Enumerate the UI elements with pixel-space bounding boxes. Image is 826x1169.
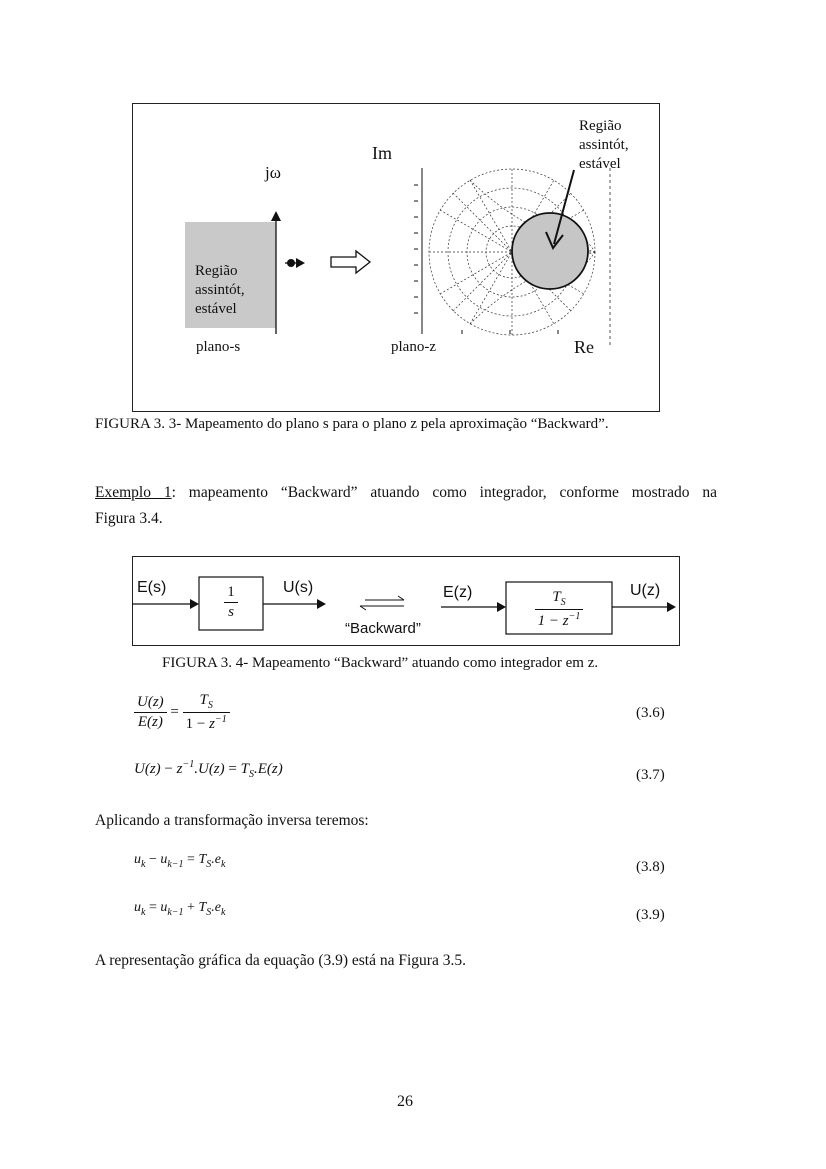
label-plane-s: plano-s [196, 339, 241, 355]
equation-3-6: $\frac{U(z)}{E(z)}$ = $\frac{T_S}{1 - z^{-1}}$ [134, 692, 230, 733]
block-s-transfer: $\frac{1}{s}$ [199, 584, 263, 621]
label-jw: jω [265, 163, 281, 182]
s-plane-real-arrowhead [296, 258, 305, 268]
label-im: Im [372, 143, 392, 163]
equation-3-8-number: (3.8) [636, 859, 665, 875]
equation-3-6-number: (3.6) [636, 705, 665, 721]
figure-3-3-drawing [0, 0, 826, 420]
equation-3-7-number: (3.7) [636, 767, 665, 783]
z-plane-region-label: Região assintót, estável [579, 118, 629, 172]
graphic-representation-text: A representação gráfica da equação (3.9) está na Figura 3.5. [95, 952, 466, 969]
signal-u-z: U(z) [630, 582, 661, 599]
equation-3-9: $u_k = u_{k-1} + T_S.e_k$ [134, 900, 226, 918]
equation-3-7: $U(z) - z^{-1}.U(z) = T_S.E(z)$ [134, 759, 283, 780]
figure-3-4-caption: FIGURA 3. 4- Mapeamento “Backward” atuando como integrador em z. [162, 655, 599, 671]
s-plane-axis-arrowhead [271, 211, 281, 221]
z-plane-stable-region [512, 213, 588, 289]
s-plane-region-label: Região assintót, estável [195, 263, 245, 317]
label-re: Re [574, 337, 594, 357]
example-paragraph [95, 480, 717, 532]
signal-u-s: U(s) [283, 579, 314, 596]
mapping-arrow [331, 251, 370, 273]
block-z-transfer: $\frac{T_S}{1 - z^{-1}}$ [506, 589, 612, 630]
signal-e-z: E(z) [443, 584, 473, 601]
equation-3-8: $u_k - u_{k-1} = T_S.e_k$ [134, 852, 226, 870]
method-label: “Backward” [345, 620, 421, 637]
example-text: : mapeamento “Backward” atuando como integrador, conforme mostrado na [171, 484, 717, 501]
example-title: Exemplo 1 [95, 484, 172, 501]
page-number: 26 [397, 1093, 413, 1110]
figure-3-3-caption: FIGURA 3. 3- Mapeamento do plano s para o plano z pela aproximação “Backward”. [95, 416, 609, 432]
example-text-line2: Figura 3.4. [95, 510, 163, 527]
equation-3-9-number: (3.9) [636, 907, 665, 923]
label-plane-z: plano-z [391, 339, 436, 355]
signal-e-s: E(s) [137, 579, 167, 596]
inverse-transform-text: Aplicando a transformação inversa teremos: [95, 812, 369, 829]
